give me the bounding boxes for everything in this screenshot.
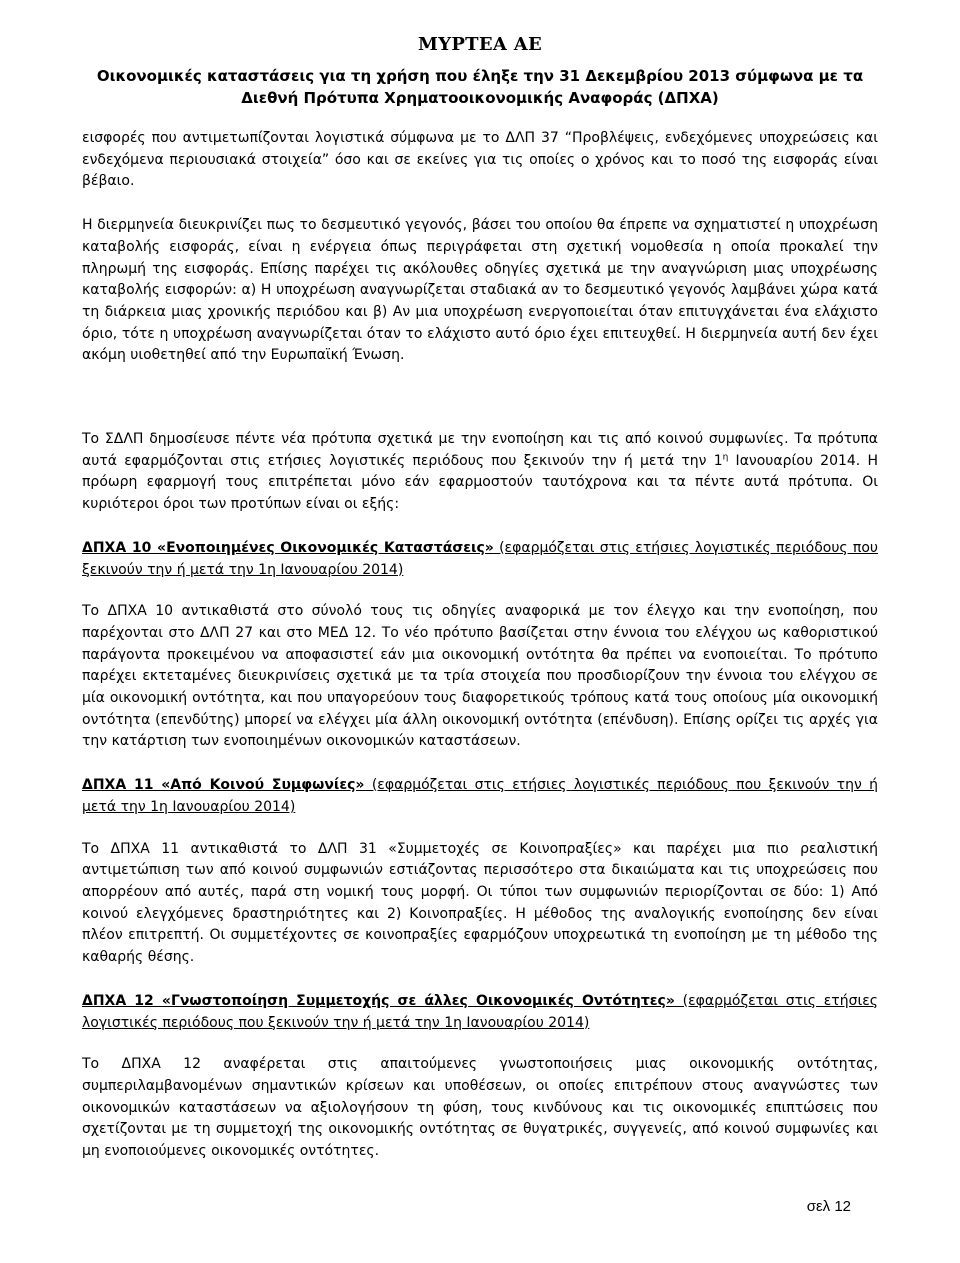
ifrs11-effective-note: (εφαρμόζεται στις ετήσιες λογιστικές περιόδους που ξεκινούν την ή μετά την 1η Ιανουαρίου 2014) xyxy=(82,777,878,815)
ifrs11-paragraph: Το ΔΠΧΑ 11 αντικαθιστά το ΔΛΠ 31 «Συμμετοχές σε Κοινοπραξίες» και παρέχει μια πιο ρεαλιστική αντιμετώπιση των από κοινού συμφωνιών εστιάζοντας περισσότερο στα δικαιώματα και τις υποχρεώσεις που απορρέουν από αυτές, παρά στη νομική τους μορφή. Οι τύποι των συμφωνιών περιορίζονται σε δύο: 1) Από κοινού ελεγχόμενες δραστηριότητες και 2) Κοινοπραξίες. Η μέθοδος της αναλογικής ενοποίησης δεν είναι πλέον επιτρεπτή. Οι συμμετέχοντες σε κοινοπραξίες εφαρμόζουν υποχρεωτικά τη ενοποίηση με τη μέθοδο της καθαρής θέσης. xyxy=(82,840,878,966)
ifrs11-title: ΔΠΧΑ 11 «Από Κοινού Συμφωνίες» xyxy=(82,777,365,794)
page-number: σελ 12 xyxy=(806,1198,851,1215)
page-header xyxy=(0,0,960,109)
ifrs10-heading xyxy=(82,538,878,581)
body-text xyxy=(82,128,878,1185)
ifrs10-effective-note: (εφαρμόζεται στις ετήσιες λογιστικές περιόδους που ξεκινούν την ή μετά την 1η Ιανουαρίου 2014) xyxy=(82,539,878,578)
ordinal-superscript: η xyxy=(722,452,729,463)
report-title-line-1: Οικονομικές καταστάσεις για τη χρήση που έληξε την 31 Δεκεμβρίου 2013 σύμφωνα με τα xyxy=(96,67,864,85)
ifrs12-effective-note: (εφαρμόζεται στις ετήσιες λογιστικές περιόδους που ξεκινούν την ή μετά την 1η Ιανουαρίου 2014) xyxy=(82,992,878,1031)
ifrs11-heading xyxy=(82,775,878,818)
new-standards-text-1: Το ΣΔΛΠ δημοσίευσε πέντε νέα πρότυπα σχετικά με την ενοποίηση και τις από κοινού συμφωνίες. Τα πρότυπα αυτά εφαρμόζονται στις ετήσιες λογιστικές περιόδους που ξεκινούν την ή μετά την 1 xyxy=(82,431,878,469)
ifrs12-heading xyxy=(82,991,878,1034)
ifrs10-title: ΔΠΧΑ 10 «Ενοποιημένες Οικονομικές Καταστάσεις» xyxy=(82,539,494,556)
paragraph-new-standards xyxy=(82,429,878,516)
report-title-line-2: Διεθνή Πρότυπα Χρηματοοικονομικής Αναφοράς (ΔΠΧΑ) xyxy=(241,89,719,107)
ifrs12-paragraph: Το ΔΠΧΑ 12 αναφέρεται στις απαιτούμενες γνωστοποιήσεις μιας οικονομικής οντότητας, συμπεριλαμβανομένων σημαντικών κρίσεων και υποθέσεων, οι οποίες επιτρέπουν στους αναγνώστες των οικονομικών καταστάσεων να αξιολογήσουν τη φύση, τους κινδύνους και τις οικονομικές επιπτώσεις που σχετίζονται με τη συμμετοχή της οικονομικής οντότητας σε θυγατρικές, συγγενείς, από κοινού συμφωνίες και μη ενοποιούμενες οικονομικές οντότητες. xyxy=(82,1056,878,1160)
ifrs10-paragraph: Το ΔΠΧΑ 10 αντικαθιστά στο σύνολό τους τις οδηγίες αναφορικά με τον έλεγχο και την ενοποίηση, που παρέχονται στο ΔΛΠ 27 και στο ΜΕΔ 12. Το νέο πρότυπο βασίζεται στην έννοια του ελέγχου ως καθοριστικού παράγοντα προκειμένου να αποφασιστεί εάν μια οικονομική οντότητα θα πρέπει να ενοποιείται. Το πρότυπο παρέχει εκτεταμένες διευκρινίσεις σχετικά με τα τρία στοιχεία που προσδιορίζουν την έννοια του ελέγχου σε μία οικονομική οντότητα, και που υπαγορεύουν τους διαφορετικούς τρόπους κατά τους οποίους μία οικονομική οντότητα (επενδύτης) μπορεί να ελέγχει μία άλλη οικονομική οντότητα (επένδυση). Επίσης ορίζει τις αρχές για την κατάρτιση των ενοποιημένων οικονομικών καταστάσεων. xyxy=(82,603,878,750)
company-name: ΜΥΡΤΕΑ ΑΕ xyxy=(417,34,543,55)
ifrs12-title: ΔΠΧΑ 12 «Γνωστοποίηση Συμμετοχής σε άλλες Οικονομικές Οντότητες» xyxy=(82,992,675,1009)
paragraph-levies-continued: εισφορές που αντιμετωπίζονται λογιστικά σύμφωνα με το ΔΛΠ 37 “Προβλέψεις, ενδεχόμενες υποχρεώσεις και ενδεχόμενα περιουσιακά στοιχεία” όσο και σε εκείνες για τις οποίες ο χρόνος και το ποσό της εισφοράς είναι βέβαιο. xyxy=(82,130,878,190)
new-standards-text-2: Ιανουαρίου 2014. Η πρόωρη εφαρμογή τους επιτρέπεται μόνο εάν εφαρμοστούν ταυτόχρονα και τα πέντε αυτά πρότυπα. Οι κυριότεροι όροι των προτύπων είναι οι εξής: xyxy=(82,452,878,513)
paragraph-interpretation: Η διερμηνεία διευκρινίζει πως το δεσμευτικό γεγονός, βάσει του οποίου θα έπρεπε να σχηματιστεί η υποχρέωση καταβολής εισφοράς, είναι η ενέργεια όπως περιγράφεται στη σχετική νομοθεσία η οποία προκαλεί την πληρωμή της εισφοράς. Επίσης παρέχει τις ακόλουθες οδηγίες σχετικά με την αναγνώριση μιας υποχρέωσης καταβολής εισφορών: α) Η υποχρέωση αναγνωρίζεται σταδιακά αν το δεσμευτικό γεγονός λαμβάνει χώρα κατά τη διάρκεια μιας χρονικής περιόδου και β) Αν μια υποχρέωση ενεργοποιείται όταν επιτυγχάνεται ένα ελάχιστο όριο, τότε η υποχρέωση αναγνωρίζεται όταν το ελάχιστο αυτό όριο έχει επιτευχθεί. Η διερμηνεία αυτή δεν έχει ακόμη υιοθετηθεί από την Ευρωπαϊκή Ένωση. xyxy=(82,217,878,364)
